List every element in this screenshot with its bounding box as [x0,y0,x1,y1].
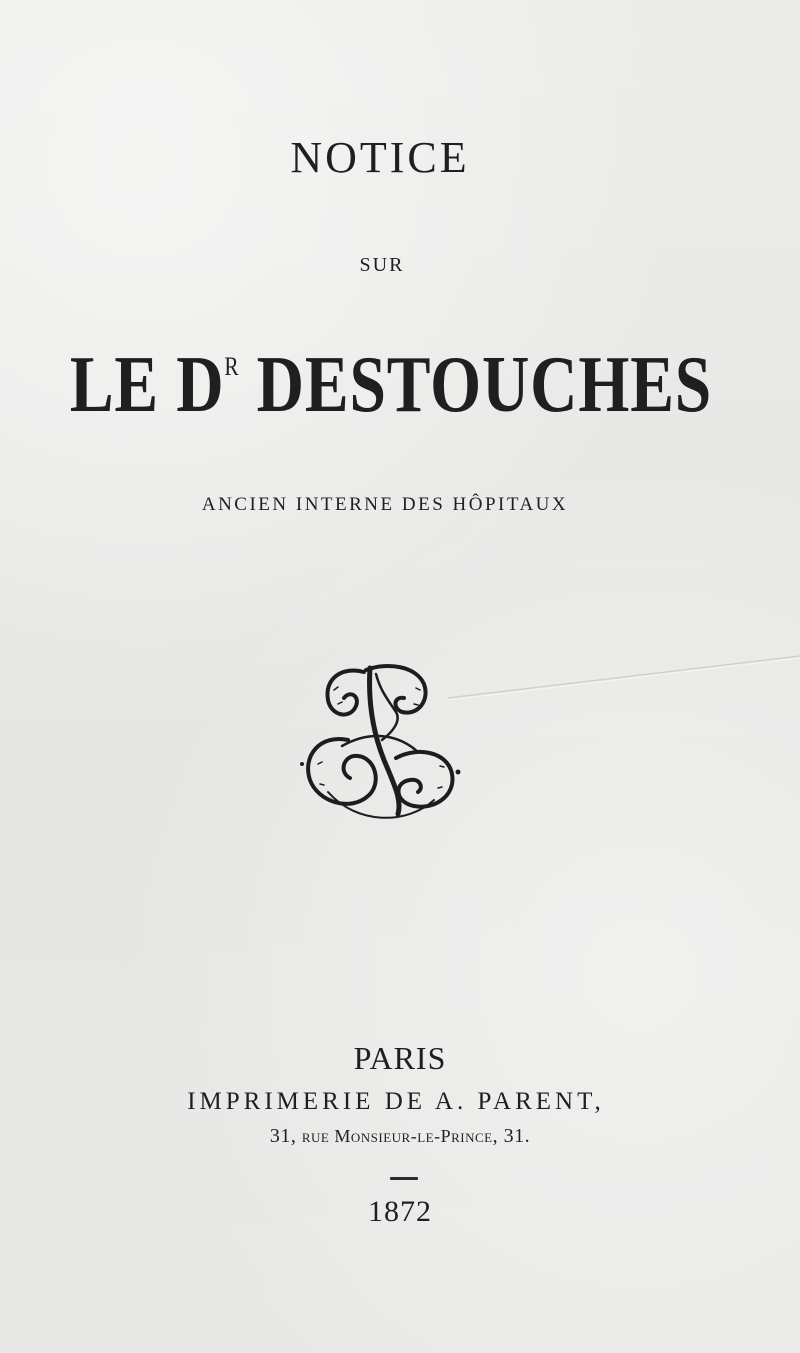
address-number-suffix: , 31. [492,1125,531,1147]
title-main-name: DESTOUCHES [239,341,713,429]
imprint-year: 1872 [368,1195,432,1228]
title-notice: NOTICE [290,133,470,182]
title-main-superscript: R [224,352,240,381]
title-main [69,340,713,431]
imprint-printer: IMPRIMERIE DE A. PARENT, [187,1088,605,1115]
imprint-address [0,1125,800,1148]
separator-rule [390,1177,418,1180]
imprint-city: PARIS [353,1040,447,1076]
address-number-prefix: 31, [269,1125,302,1147]
monogram-ornament-icon [298,660,462,828]
subtitle: ANCIEN INTERNE DES HÔPITAUX [201,494,569,515]
paper-crease [448,648,800,708]
address-street: rue Monsieur-le-Prince [301,1126,493,1146]
title-sur: SUR [359,254,405,276]
title-main-prefix: LE D [69,341,225,429]
